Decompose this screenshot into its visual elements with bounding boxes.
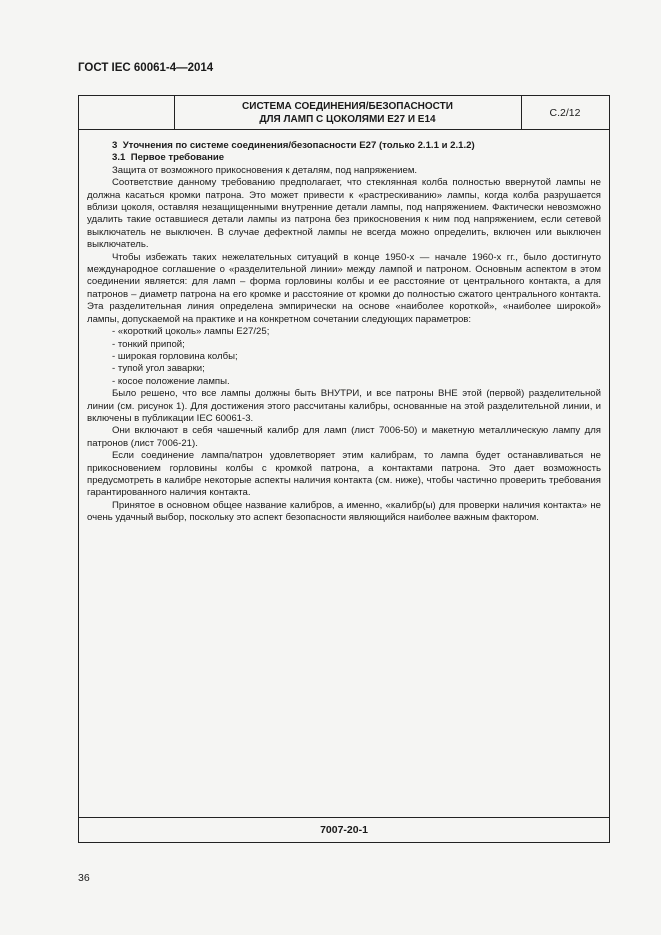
paragraph-1: Защита от возможного прикосновения к деталям, под напряжением.	[112, 164, 418, 176]
section-number: 3	[112, 140, 118, 151]
list-item: - тонкий припой;	[112, 338, 185, 350]
header-title-line1: СИСТЕМА СОЕДИНЕНИЯ/БЕЗОПАСНОСТИ	[242, 100, 453, 112]
paragraph-3: Чтобы избежать таких нежелательных ситуаций в конце 1950-х — начале 1960-х гг., было достигнуто международное соглашение о «разделительной линии» между лампой и патроном. Основным аспектом в этом соединении является: для ламп – форма горловины колбы и ее расстояние от центрального контакта, а для патронов – диаметр патрона на его кромке и расстояние от кромки до полностью сжатого центрального контакта. Эта разделительная линия определена эмпирически на основе «наиболее короткой», «наиболее широкой» лампы, допускаемой на практике и на конкретном сочетании следующих параметров:	[87, 251, 601, 325]
paragraph-5: Они включают в себя чашечный калибр для ламп (лист 7006-50) и макетную металлическую лампу для патронов (лист 7006-21).	[87, 425, 601, 449]
page-number: 36	[78, 872, 90, 884]
subsection-number: 3.1	[112, 152, 126, 164]
list-item: - косое положение лампы.	[112, 375, 230, 387]
header-blank-cell	[79, 96, 175, 129]
section-title: Уточнения по системе соединения/безопасности Е27 (только 2.1.1 и 2.1.2)	[122, 140, 475, 151]
header-title-cell	[174, 96, 522, 129]
paragraph-2: Соответствие данному требованию предполагает, что стеклянная колба полностью ввернутой лампы не должна касаться кромки патрона. Это может привести к «растрескиванию» лампы, когда колба разрушается вблизи цоколя, оставляя незащищенными внутренние детали лампы, под напряжением. Фактически невозможно удалить такие оставшиеся детали лампы из патрона без прикосновения к ним под напряжением, если сетевой выключатель не выключен. В случае дефектной лампы не всегда можно определить, включен или выключен выключатель.	[87, 177, 601, 251]
subsection-heading	[87, 152, 601, 164]
list-item: - тупой угол заварки;	[112, 363, 205, 375]
sheet-header	[79, 96, 609, 130]
document-designation: ГОСТ IEC 60061-4—2014	[78, 62, 214, 74]
header-sheet-code: C.2/12	[549, 106, 581, 119]
section-heading	[87, 140, 601, 152]
paragraph-4: Было решено, что все лампы должны быть ВНУТРИ, и все патроны ВНЕ этой (первой) разделительной линии (см. рисунок 1). Для достижения этого рассчитаны калибры, основанные на этой разделительной линии, и включены в публикации IEC 60061-3.	[87, 388, 601, 424]
sheet-footer-code: 7007-20-1	[79, 817, 609, 842]
paragraph-7: Принятое в основном общее название калибров, а именно, «калибр(ы) для проверки наличия контакта» не очень удачный выбор, поскольку это аспект безопасности являющийся наиболее важным фактором.	[87, 499, 601, 524]
list-item: - широкая горловина колбы;	[112, 350, 238, 362]
list-item: - «короткий цоколь» лампы Е27/25;	[112, 326, 270, 338]
sheet-frame	[78, 95, 610, 843]
paragraph-6: Если соединение лампа/патрон удовлетворяет этим калибрам, то лампа будет останавливаться не прикосновением горловины колбы с кромкой патрона, а контактами патрона. Это дает возможность предусмотреть в калибре некоторые аспекты наличия контакта (см. ниже), чтобы частично проверить требования гарантированного наличия контакта.	[87, 450, 601, 499]
header-title-line2: ДЛЯ ЛАМП С ЦОКОЛЯМИ Е27 И Е14	[259, 113, 436, 125]
subsection-title: Первое требование	[130, 152, 225, 164]
sheet-body	[87, 140, 601, 525]
